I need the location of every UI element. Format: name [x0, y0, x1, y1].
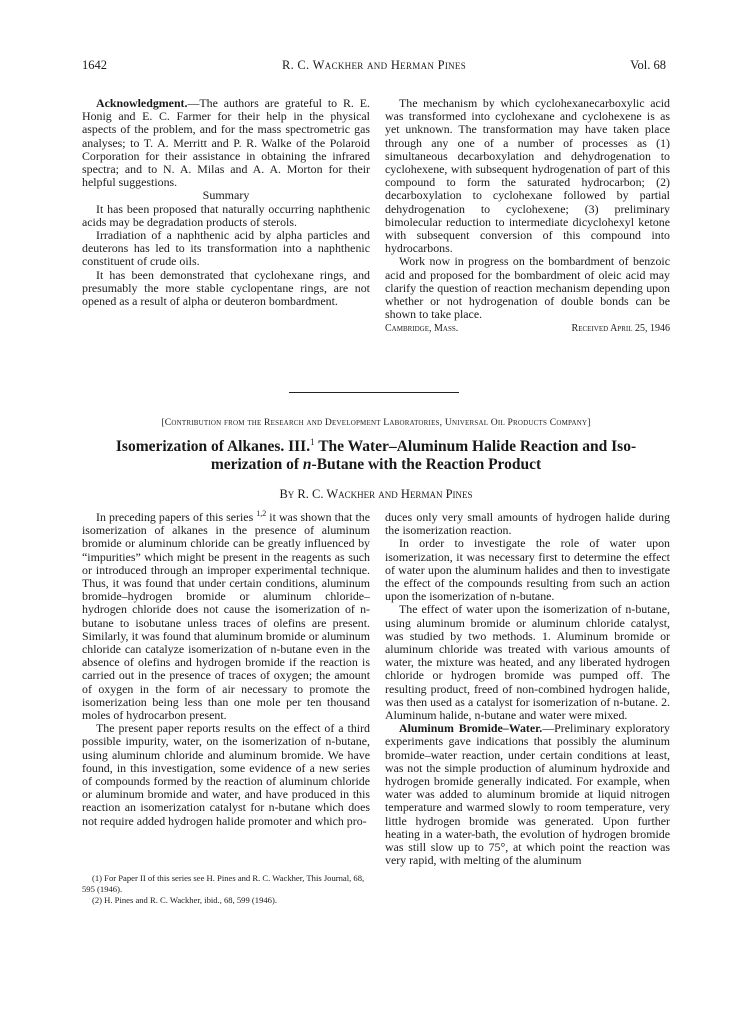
body-paragraph: duces only very small amounts of hydrogen halide during the isomerization reaction.: [385, 510, 670, 538]
footnote: (2) H. Pines and R. C. Wackher, ibid., 68, 599 (1946).: [92, 895, 277, 905]
signature-line: [385, 322, 670, 335]
contribution-line: [Contribution from the Research and Development Laboratories, Universal Oil Products Company]: [161, 417, 591, 428]
page-number: 1642: [82, 58, 107, 72]
received-date: Received April 25, 1946: [571, 323, 670, 335]
running-header: [82, 58, 666, 74]
summary-paragraph: It has been proposed that naturally occurring naphthenic acids may be degradation products of sterols.: [82, 201, 370, 229]
running-head: R. C. Wackher and Herman Pines: [281, 58, 467, 72]
body-paragraph: In order to investigate the role of water upon isomerization, it was necessary first to determine the effect of water upon the aluminum halides and then to investigate the effect of the compounds resulting from such an action upon the isomerization of n-butane.: [385, 536, 670, 604]
place: Cambridge, Mass.: [385, 323, 459, 335]
summary-paragraph: Irradiation of a naphthenic acid by alpha particles and deuterons has led to its transformation into a naphthenic constituent of crude oils.: [82, 228, 370, 269]
body-paragraph: In preceding papers of this series $^{1,2}$ it was shown that the isomerization of alkanes in the presence of aluminum bromide or aluminum chloride can be greatly influenced by “impurities” which might be present in the reagents as such or introduced through an improper experimental technique. Thus, it was found that under certain conditions, aluminum bromide–hydrogen bromide or aluminum chloride–hydrogen chloride does not cause the isomerization of n-butane to isobutane unless traces of olefins are present. Similarly, it was found that aluminum bromide or aluminum chloride can catalyze isomerization of n-butane even in the absence of olefins and hydrogen bromide if the reaction is carried out in the presence of traces of oxygen; the amount of oxygen in the form of air necessary to promote the isomerization being less than one mole per ten thousand moles of hydrocarbon present.: [82, 509, 371, 723]
body-paragraph: Work now in progress on the bombardment of benzoic acid and proposed for the bombardment of oleic acid may clarify the question of reaction mechanism depending upon whether or not hydrogenation of double bonds can be shown to take place.: [385, 254, 670, 322]
article-title: Isomerization of Alkanes. III.$^1$ The Water–Aluminum Halide Reaction and Iso- merization of n-Butane with the Reaction Product: [115, 436, 637, 473]
article-right-column: [385, 511, 670, 867]
body-paragraph: Aluminum Bromide–Water.—Preliminary exploratory experiments gave indications that possibly the aluminum bromide–water reaction, under certain conditions at least, was not the simple production of aluminum hydroxide and hydrogen bromide generally indicated. For example, when water was added to aluminum bromide at liquid nitrogen temperature and warmed slowly to room temperature, very little hydrogen bromide was generated. Upon further heating in a water-bath, the evolution of hydrogen bromide was still slow up to 75°, at which point the reaction was very rapid, with melting of the aluminum: [385, 721, 670, 868]
prev-article-right-column: [385, 97, 670, 336]
summary-paragraph: It has been demonstrated that cyclohexane rings, and presumably the more stable cyclopentane rings, are not opened as a result of alpha or deuteron bombardment.: [82, 267, 370, 309]
footnote: (1) For Paper II of this series see H. Pines and R. C. Wackher, This Journal, 68, 595 (1946).: [82, 873, 365, 894]
section-divider: [289, 392, 459, 393]
acknowledgment: Acknowledgment.—The authors are grateful to R. E. Honig and E. C. Farmer for their help in the physical aspects of the problem, and for the mass spectrometric gas analyses; to T. A. Merritt and P. R. Walke of the Polaroid Corporation for their assistance in obtaining the infrared spectra; and to N. A. Milas and A. A. Morton for their helpful suggestions.: [82, 96, 370, 190]
summary-heading: Summary: [202, 188, 250, 203]
body-paragraph: The effect of water upon the isomerization of n-butane, using aluminum bromide or aluminum chloride catalyst, was studied by two methods. 1. Aluminum bromide or aluminum chloride was treated with various amounts of water, the mixture was heated, and any liberated hydrogen chloride or hydrogen bromide was pumped off. The resulting product, freed of non-combined hydrogen halide, was then used as a catalyst for isomerization of n-butane. 2. Aluminum halide, n-butane and water were mixed.: [385, 602, 670, 723]
body-paragraph: The present paper reports results on the effect of a third possible impurity, water, on the isomerization of n-butane, using aluminum chloride and aluminum bromide. We have found, in this investigation, some evidence of a new series of compounds formed by the reaction of aluminum chloride or aluminum bromide and water, and have produced in this reaction an isomerization catalyst for n-butane which does not require added hydrogen halide promoter and which pro-: [82, 721, 370, 828]
byline: By R. C. Wackher and Herman Pines: [279, 487, 473, 501]
footnotes: [82, 873, 370, 906]
article-left-column: [82, 511, 370, 828]
volume-label: Vol. 68: [630, 58, 666, 72]
prev-article-left-column: [82, 97, 370, 308]
body-paragraph: The mechanism by which cyclohexanecarboxylic acid was transformed into cyclohexane and cyclohexene is as yet unknown. The transformation may have taken place through any one of a number of processes as (1) simultaneous decarboxylation and dehydrogenation to cyclohexene, with subsequent hydrogenation of part of this compound to form the saturated hydrocarbon; (2) decarboxylation to cyclohexane followed by partial dehydrogenation to cyclohexene; (3) preliminary bimolecular reduction to intermediate dicyclohexyl ketone with subsequent conversion of this compound into hydrocarbons.: [385, 96, 670, 256]
